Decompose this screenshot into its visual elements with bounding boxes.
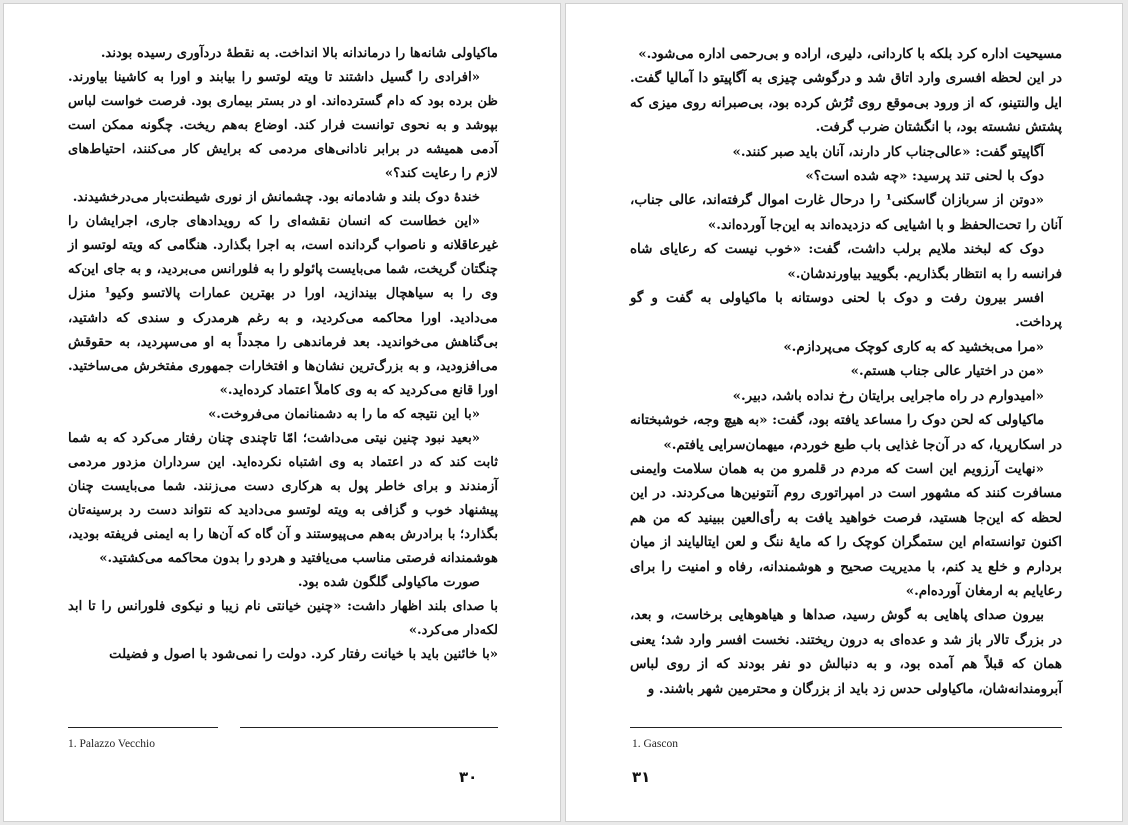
page-number: ۳۱ — [632, 768, 651, 786]
page-number: ۳۰ — [459, 768, 478, 786]
left-page-body — [68, 42, 498, 667]
paragraph: «امیدوارم در راه ماجرایی برایتان رخ نداده باشد، دبیر.» — [732, 387, 1044, 404]
footnote: 1. Palazzo Vecchio — [68, 738, 155, 750]
paragraph: با صدای بلند اظهار داشت: «چنین خیانتی نام زیبا و نیکوی فلورانس را تا ابد لکه‌دار می‌کرد.» — [68, 599, 498, 639]
paragraph: «دوتن از سربازان گاسکنی¹ را درحال غارت اموال گرفته‌اند، عالی جناب، آنان را تحت‌الحفظ و با اشیایی که دزدیده‌اند به این‌جا آورده‌اند.» — [630, 192, 1062, 233]
paragraph: «با خائنین باید با خیانت رفتار کرد. دولت را نمی‌شود با اصول و فضیلت — [109, 647, 498, 663]
paragraph: ماکیاولی که لحن دوک را مساعد یافته بود، گفت: «به هیچ وجه، خوشبختانه در اسکارپریا، که در آن‌جا غذایی باب طبع خوردم، میهمان‌سرایی یافتم.» — [630, 412, 1062, 453]
paragraph: «مرا می‌بخشید که به کاری کوچک می‌پردازم.» — [783, 338, 1044, 355]
paragraph: «این خطاست که انسان نقشه‌ای را که رویدادهای جاری، اجرایشان را غیرعاقلانه و ناصواب گردانده است، به اجرا بگذارد. هنگامی که ویته لوتسو از چنگتان گریخت، شما می‌بایست پائولو را به فلورانس می‌بردید، و به جای این‌که وی را به سیاهچال بیندازید، اورا در بهترین عمارات پالاتسو وکیو¹ منزل می‌دادید. اورا محاکمه می‌کردید، و به رغم هرمدرک و سندی که داشتید، بی‌گناهش می‌خواندید. بعد فرماندهی را مجدداً به او می‌سپردید، به حقوقش می‌افزودید، و به بزرگ‌ترین نشان‌ها و افتخارات جمهوری مفتخرش می‌ساختید. اورا قانع می‌کردید که به وی کاملاً اعتماد کرده‌اید.» — [68, 214, 498, 398]
footnote: 1. Gascon — [632, 738, 678, 750]
paragraph: در این لحظه افسری وارد اتاق شد و درگوشی چیزی به آگاپیتو دا آمالیا گفت. ایل والنتینو، که از ورود بی‌موقع روی تُرُش کرده بود، بی‌صبرانه روی میزی که پشتش نشسته بود، با انگشتان ضرب گرفت. — [630, 70, 1062, 136]
paragraph: «افرادی را گسیل داشتند تا ویته لوتسو را بیابند و اورا به کاشینا بیاورند. ظن برده بود که دام گسترده‌اند. او در بستر بیماری بود. فرصت خواست لباس بپوشد و به نحوی توانست فرار کند. اوضاع به‌هم ریخت. چگونه ممکن است آدمی همیشه در برابر نادانی‌های مردمی که برایش کار می‌کنند، احتیاط‌های لازم را رعایت کند؟» — [68, 70, 498, 182]
left-page — [4, 4, 560, 821]
paragraph: «بعید نبود چنین نیتی می‌داشت؛ امّا تاچندی چنان رفتار می‌کرد که به شما ثابت کند که در اعتماد به وی اشتباه نکرده‌اید. این سرداران مزدور مردمی آزمندند و برای خاطر پول به هرکاری دست می‌زنند. شما می‌بایست چنان پیشنهاد خوب و گزافی به ویته لوتسو می‌دادید که نتواند دست رد برسینه‌تان بگذارد؛ با برادرش به‌هم می‌پیوستند و آن گاه که آن‌ها را به ایمنی فریفته بودید، هوشمندانه فرصتی مناسب می‌یافتید و هردو را بدون محاکمه می‌کشتید.» — [68, 430, 498, 566]
paragraph: بیرون صدای پاهایی به گوش رسید، صداها و هیاهوهایی برخاست، و بعد، در بزرگ تالار باز شد و عده‌ای به درون ریختند. نخست افسر وارد شد؛ یعنی همان که قبلاً هم آمده بود، و به دنبالش دو نفر بودند که از روی لباس آبرومندانه‌شان، ماکیاولی حدس زد باید از بزرگان و محترمین شهر باشند. و — [630, 607, 1062, 697]
right-page — [566, 4, 1122, 821]
paragraph: مسیحیت اداره کرد بلکه با کاردانی، دلیری، اراده و بی‌رحمی اداره می‌شود.» — [638, 46, 1062, 62]
paragraph: «با این نتیجه که ما را به دشمنانمان می‌فروخت.» — [208, 406, 480, 422]
paragraph: دوک که لبخند ملایم برلب داشت، گفت: «خوب نیست که رعایای شاه فرانسه را به انتظار بگذاریم. بگویید بیاورندشان.» — [630, 241, 1062, 282]
paragraph: ماکیاولی شانه‌ها را درماندانه بالا انداخت. به نقطهٔ دردآوری رسیده بودند. — [100, 46, 498, 61]
paragraph: دوک با لحنی تند پرسید: «چه شده است؟» — [805, 168, 1044, 185]
paragraph: صورت ماکیاولی گلگون شده بود. — [297, 575, 480, 591]
paragraph: افسر بیرون رفت و دوک با لحنی دوستانه با ماکیاولی به گفت و گو پرداخت. — [630, 290, 1062, 331]
paragraph: خندهٔ دوک بلند و شادمانه بود. چشمانش از نوری شیطنت‌بار می‌درخشیدند. — [72, 190, 480, 206]
footnote-rule — [68, 722, 498, 734]
right-page-body — [630, 42, 1062, 701]
footnote-rule — [630, 722, 1062, 734]
paragraph: «من در اختیار عالی جناب هستم.» — [850, 363, 1044, 380]
paragraph: «نهایت آرزویم این است که مردم در قلمرو من به همان سلامت وایمنی مسافرت کنند که مشهور است در امپراتوری روم آنتونین‌ها می‌کردند. در این لحظه که این‌جا هستید، فرصت خواهید یافت به رأی‌العین ببینید که من هم اکنون توانسته‌ام این ستمگران کوچک را که مایهٔ ننگ و لعن ایتالیایند از میان بردارم و خلع ید کنم، با مدیریت صحیح و هوشمندانه، رفاه و امنیت را برای رعایایم به ارمغان آورده‌ام.» — [630, 460, 1062, 599]
paragraph: آگاپیتو گفت: «عالی‌جناب کار دارند، آنان باید صبر کنند.» — [732, 143, 1044, 160]
